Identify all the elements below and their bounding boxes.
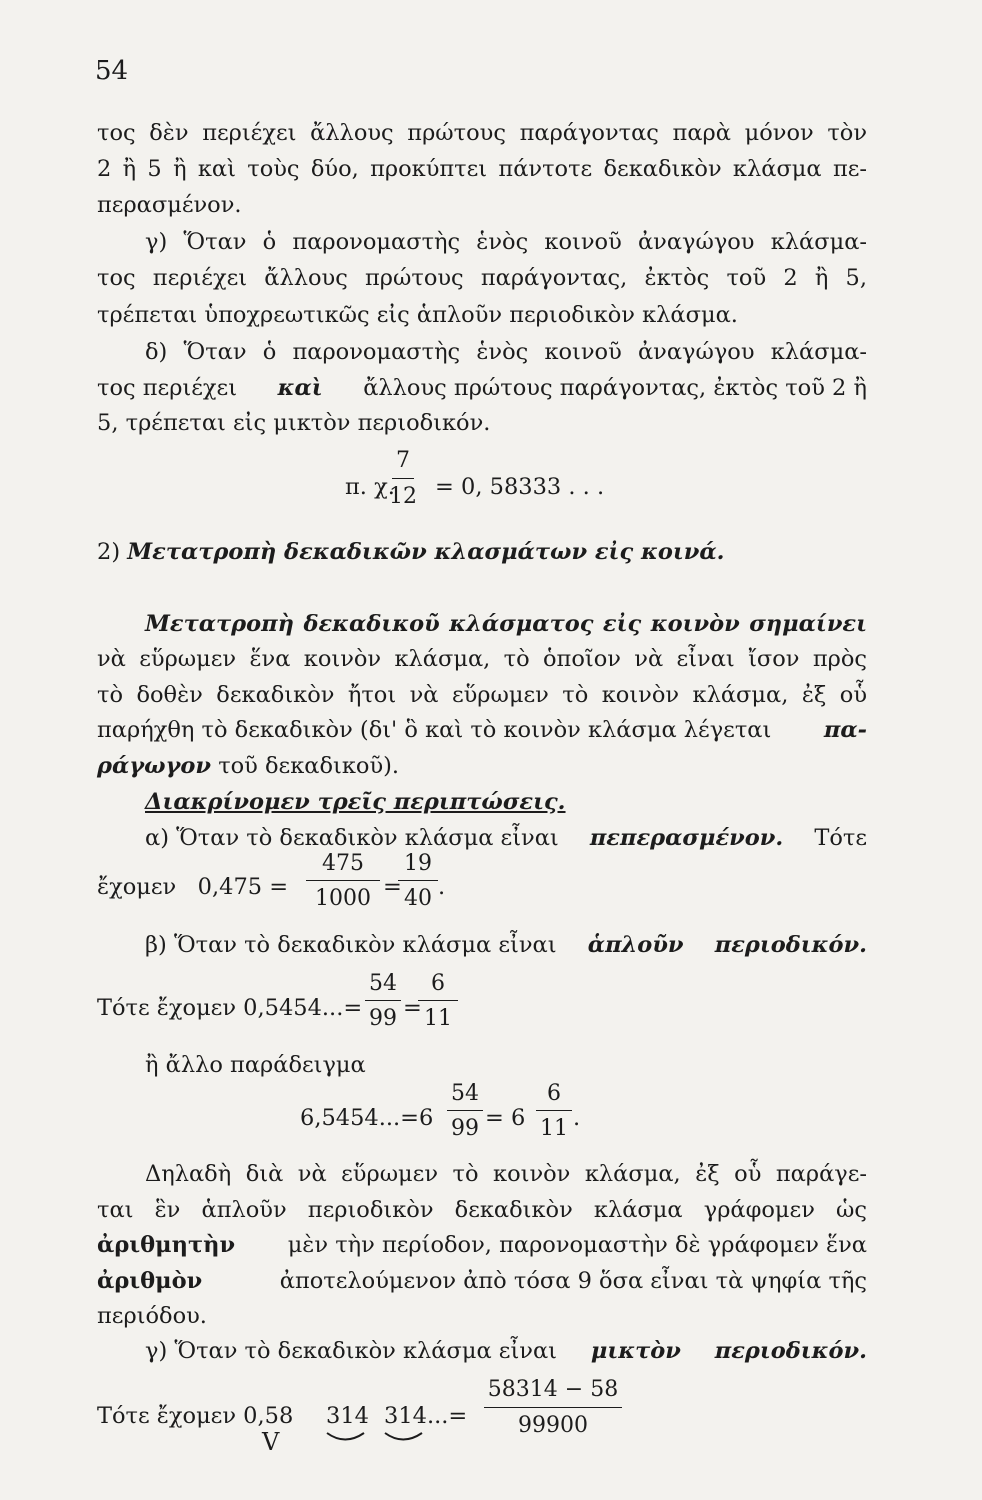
fraction-denominator: 11: [424, 1006, 452, 1031]
period: .: [573, 1105, 581, 1131]
emphasis-text: περιοδικόν.: [714, 1338, 867, 1364]
text-line: Δηλαδὴ διὰ νὰ εὕρωμεν τὸ κοινὸν κλάσμα, ἐξ οὗ παράγε-: [145, 1161, 867, 1187]
text-line: περασμένον.: [97, 192, 242, 218]
example-prefix: π. χ.: [345, 474, 395, 500]
fraction-denominator: 99900: [518, 1413, 588, 1438]
emphasis-text: ἀριθμὸν: [97, 1268, 203, 1294]
text-line: ται ἓν ἁπλοῦν περιοδικὸν δεκαδικὸν κλάσμα γράφομεν ὡς: [97, 1197, 867, 1223]
text-line: 2 ἢ 5 ἢ καὶ τοὺς δύο, προκύπτει πάντοτε δεκαδικὸν κλάσμα πε-: [97, 156, 867, 182]
subsection-heading: Διακρίνομεν τρεῖς περιπτώσεις.: [145, 789, 566, 815]
text-line: τὸ δοθὲν δεκαδικὸν ἤτοι νὰ εὕρωμεν τὸ κοινὸν κλάσμα, ἐξ οὗ: [97, 682, 867, 708]
page-number: 54: [95, 56, 129, 86]
text-span: τος περιέχει: [97, 375, 238, 401]
text-span: ἀποτελούμενον ἀπὸ τόσα 9 ὅσα εἶναι τὰ ψηφία τῆς: [279, 1268, 867, 1294]
equation-middle: = 6: [485, 1105, 526, 1131]
emphasis-text: ἀριθμητὴν: [97, 1232, 236, 1258]
example-result: = 0, 58333 . . .: [435, 474, 605, 500]
fraction-denominator: 99: [369, 1006, 397, 1031]
fraction-numerator: 19: [404, 851, 432, 876]
preperiod-mark: V: [262, 1428, 280, 1456]
fraction-denominator: 40: [404, 886, 432, 911]
fraction-denominator: 99: [451, 1116, 479, 1141]
text-line: τος δὲν περιέχει ἄλλους πρώτους παράγοντας παρὰ μόνον τὸν: [97, 120, 867, 146]
text-line: τος περιέχει ἄλλους πρώτους παράγοντας, ἐκτὸς τοῦ 2 ἢ 5,: [97, 265, 867, 291]
equals-sign: =: [383, 874, 402, 900]
fraction-numerator: 54: [451, 1081, 479, 1106]
fraction-denominator: 12: [389, 484, 417, 509]
equation-prefix: ἔχομεν 0,475 =: [97, 874, 289, 900]
text-span: ἄλλους πρώτους παράγοντας, ἐκτὸς τοῦ 2 ἢ: [363, 375, 867, 401]
emphasis-text: ἁπλοῦν: [587, 932, 684, 958]
equation-prefix: 6,5454...=6: [300, 1105, 434, 1131]
period: .: [438, 874, 446, 900]
emphasis-text: καὶ: [277, 375, 323, 401]
period-digits: 314...=: [384, 1403, 468, 1429]
fraction-numerator: 6: [547, 1081, 561, 1106]
text-span: β) Ὅταν τὸ δεκαδικὸν κλάσμα εἶναι: [145, 932, 557, 958]
section-title: Μετατροπὴ δεκαδικῶν κλασμάτων εἰς κοινά.: [127, 539, 725, 565]
text-span: γ) Ὅταν τὸ δεκαδικὸν κλάσμα εἶναι: [145, 1338, 557, 1364]
section-number: 2): [97, 539, 121, 565]
text-line: περιόδου.: [97, 1303, 207, 1329]
text-line: νὰ εὕρωμεν ἕνα κοινὸν κλάσμα, τὸ ὁποῖον νὰ εἶναι ἴσον πρὸς: [97, 646, 867, 672]
emphasis-text: περιοδικόν.: [714, 932, 867, 958]
text-span: τοῦ δεκαδικοῦ).: [218, 753, 400, 779]
text-line: 5, τρέπεται εἰς μικτὸν περιοδικόν.: [97, 410, 491, 436]
emphasis-text: μικτὸν: [590, 1338, 681, 1364]
text-span: παρήχθη τὸ δεκαδικὸν (δι' ὃ καὶ τὸ κοινὸν κλάσμα λέγεται: [97, 717, 772, 743]
fraction-denominator: 11: [540, 1116, 568, 1141]
fraction-numerator: 58314 − 58: [487, 1377, 619, 1402]
fraction-numerator: 475: [322, 851, 364, 876]
equation-prefix: Τότε ἔχομεν 0,5454...=: [97, 995, 363, 1021]
fraction-denominator: 1000: [315, 886, 371, 911]
emphasis-text: πεπερασμένον.: [589, 825, 784, 851]
equation-prefix: Τότε ἔχομεν 0,58: [97, 1403, 294, 1429]
text-line: γ) Ὅταν ὁ παρονομαστὴς ἑνὸς κοινοῦ ἀναγώγου κλάσμα-: [145, 229, 867, 255]
period-brace: [327, 1433, 364, 1440]
equals-sign: =: [403, 995, 422, 1021]
emphasis-text: ράγωγον: [97, 753, 212, 779]
period-brace: [385, 1433, 422, 1440]
definition-bold: Μετατροπὴ δεκαδικοῦ κλάσματος εἰς κοινὸν σημαίνει: [145, 611, 867, 637]
fraction-numerator: 7: [396, 448, 410, 473]
emphasis-text: πα-: [823, 717, 867, 743]
fraction-numerator: 6: [431, 971, 445, 996]
text-line: ἢ ἄλλο παράδειγμα: [145, 1052, 366, 1078]
period-digits: 314: [326, 1403, 369, 1429]
text-span: Τότε: [814, 825, 867, 851]
fraction-numerator: 54: [369, 971, 397, 996]
text-line: δ) Ὅταν ὁ παρονομαστὴς ἑνὸς κοινοῦ ἀναγώγου κλάσμα-: [145, 339, 867, 365]
text-span: α) Ὅταν τὸ δεκαδικὸν κλάσμα εἶναι: [145, 825, 559, 851]
text-line: τρέπεται ὑποχρεωτικῶς εἰς ἁπλοῦν περιοδικὸν κλάσμα.: [97, 302, 738, 328]
text-span: μὲν τὴν περίοδον, παρονομαστὴν δὲ γράφομεν ἕνα: [287, 1232, 867, 1258]
